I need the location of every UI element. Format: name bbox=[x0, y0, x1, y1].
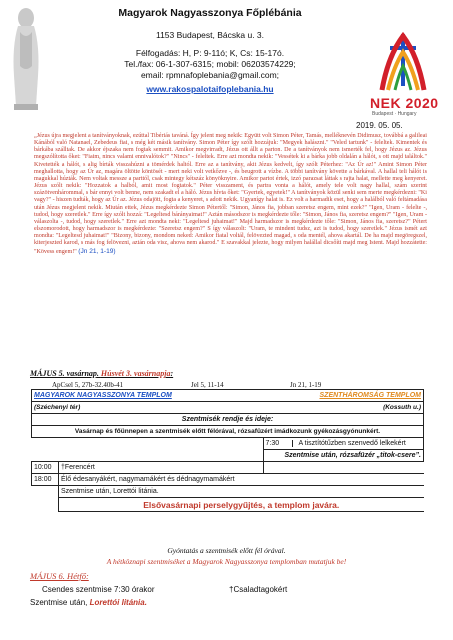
order-heading: Szentmisék rendje és ideje: bbox=[32, 414, 424, 426]
gospel-body: „Jézus újra megjelent a tanítványoknak, ezúttal Tibériás taváná. Így jelent meg nekik: Együtt volt Simon Péter, Tamás, melléknevén Didimusz, továbbá a galileai Kánából való Natanael, Zebedeus fiai, s még két másik tanítvány. Simon Péter így szólt hozzájuk: "Megyek halászni." "Veled tartunk" - feleltek. Kimentek és bárkába szálltak. De akkor éjszaka nem fogtak semmit. Amikor megvirradt, Jézus ott állt a parton. De a tanítványok nem ismerték fel, hogy Jézus az. Jézus megszólította őket: "Fiaim, nincs valami ennivalótok?" "Nincs" - feleltek. Erre azt mondta nekik: "Vessétek ki a bárka jobb oldalán a hálót, s ott majd találtok." Kivetették a hálót, s alig bírták visszahúzni a tömérdek haltól. Erre az a tanítvány, akit Jézus kedvelt, így szólt Péterhez: "Az Úr az!" Amint Simon Péter meghallotta, hogy az Úr az, magára öltötte köntösét - mert neki volt vetkőzve -, és beugrott a vízbe. A többi tanítvány követte a bárkával. A hallal teli hálót is magukkal húzták. Nem voltak messze a parttól, csak mintegy kétszáz könyöknyire. Amikor partot értek, izzó parazsat láttak s rajta halat, mellette meg kenyeret. Jézus szólt nekik: "Hozzatok a halból, amit most fogtatok." Péter visszament, és partra vonta a hálót, amely tele volt nagy hallal, szám szerint százötvenhárommal, s bár ennyi volt benne, nem szakadt el a háló. Jézus hívta őket: "Gyertek, egyetek!" A tanítványok közül senki sem merte megkérdezni: "Ki vagy?" - hiszen tudták, hogy az Úr az. Jézus odajött, fogta a kenyeret, s adott nekik. Ugyanígy halat is. Ez volt a harmadik eset, hogy a halálból való feltámadása után Jézus megjelent nekik. Miután ettek, Jézus megkérdezte Simon Pétertől: "Simon, János fia, jobban szeretsz engem, mint ezek?" "Igen, Uram - felelte -, tudod, hogy szeretlek." Erre így szólt hozzá: "Legeltesd bárányaimat!" Aztán másodszor is megkérdezte tőle: "Simon, János fia, szeretsz engem?" "Igen, Uram - válaszolta -, tudod, hogy szeretlek." Erre azt mondta neki: "Legeltesd juhaimat!" Majd harmadszor is megkérdezte tőle: "Simon, János fia, szeretsz?" Pétert elszomorodott, hogy harmadszor is megkérdezte: "Szeretsz engem?" S így válaszolt: "Uram, te mindent tudsz, azt is tudod, hogy szeretlek." Jézus ismét azt mondta: "Legeltesd juhaimat!" "Bizony, bizony, mondom neked: Amikor fiatal voltál, felövezted magad, s oda mentél, ahova akartál. De ha majd megöregszel, kiterjeszted karod, s más fog felövezni, aztán oda visz, ahova nem akarod." E szavakkal jelezte, hogy milyen halállal dicsőíti majd meg Istent. Majd hozzátette: "Kövess engem!" bbox=[34, 133, 427, 255]
parish-title: Magyarok Nagyasszonya Főplébánia bbox=[118, 7, 302, 19]
nek-logo-subtitle: Budapest · Hungary bbox=[372, 111, 417, 117]
reading-1: ApCsel 5, 27b-32.40b-41 bbox=[52, 381, 124, 389]
church1-location: (Széchenyi tér) bbox=[34, 404, 81, 411]
general-note: Vasárnap és főünnepen a szentmisék előtt félórával, rózsafüzért imádkozunk gyékozásgyónunkért. bbox=[32, 426, 424, 438]
reading-3: Jn 21, 1-19 bbox=[290, 381, 322, 389]
church2-location: (Kossuth u.) bbox=[383, 404, 421, 411]
website-link[interactable]: www.rakospalotaifoplebania.hu bbox=[146, 84, 274, 94]
row-1000-time: 10:00 bbox=[32, 462, 59, 474]
monday-mass: Csendes szentmise 7:30 órakor bbox=[42, 585, 155, 594]
sunday-heading: MÁJUS 5. vasárnap. Húsvét 3. vasárnapja: bbox=[30, 369, 174, 378]
gospel-reference: (Jn 21, 1-19) bbox=[78, 247, 116, 255]
row-1800-intention: Élő édesanyákért, nagymamákért és dédnagymamákért bbox=[59, 474, 424, 486]
row-1000-intention: †Ferencért bbox=[59, 462, 264, 474]
sunday-feast: Húsvét 3. vasárnapja bbox=[100, 369, 171, 378]
email: email: rpmnafoplebania@gmail.com; bbox=[140, 70, 280, 80]
monday-litany: Lorettói litánia. bbox=[89, 598, 147, 607]
church-locations-row bbox=[32, 402, 424, 414]
mass-schedule-table bbox=[31, 389, 424, 512]
office-hours: Félfogadás: H, P: 9-11ó; K, Cs: 15-17ó. bbox=[135, 48, 285, 58]
row-1800-time: 18:00 bbox=[32, 474, 59, 486]
madonna-statue-image bbox=[8, 6, 44, 110]
row-730-after: Szentmise után, rózsafüzér „titok-csere”. bbox=[263, 450, 424, 462]
confession-notice: Gyóntatás a szentmisék előtt fél órával. bbox=[167, 546, 286, 555]
parish-address: 1153 Budapest, Bácska u. 3. bbox=[155, 30, 265, 40]
row-730 bbox=[263, 438, 424, 450]
church1-name: MAGYAROK NAGYASSZONYA TEMPLOM bbox=[34, 392, 172, 399]
row-730-time: 7:30 bbox=[264, 440, 293, 447]
reading-2: Jel 5, 11-14 bbox=[191, 381, 224, 389]
church2-name: SZENTHÁROMSÁG TEMPLOM bbox=[319, 392, 421, 399]
gospel-text bbox=[34, 133, 427, 256]
monday-intention: †Csaladtagokért bbox=[229, 585, 288, 594]
church-names-row bbox=[32, 390, 424, 402]
nek-logo-title: NEK 2020 bbox=[370, 95, 439, 111]
bulletin-date: 2019. 05. 05. bbox=[356, 121, 403, 130]
monday-heading: MÁJUS 6. Hétfő: bbox=[30, 571, 89, 581]
telephone: Tel./fax: 06-1-307-6315; mobil: 06203574229; bbox=[124, 59, 296, 69]
row-730-intention: A tisztítótűzben szenvedő lelkekért bbox=[298, 440, 406, 447]
monday-after-mass: Szentmise után, Lorettói litánia. bbox=[30, 598, 147, 607]
row-1800-after: Szentmise után, Lorettói litánia. bbox=[59, 486, 424, 498]
sunday-date: MÁJUS 5. vasárnap bbox=[30, 369, 97, 378]
nek-2020-logo bbox=[368, 26, 438, 96]
collection-note: Elsővasárnapi perselygyűjtés, a templom javára. bbox=[59, 498, 424, 512]
weekday-mass-notice: A hétköznapi szentmiséket a Magyarok Nagyasszonya templomban mutatjuk be! bbox=[106, 557, 347, 566]
